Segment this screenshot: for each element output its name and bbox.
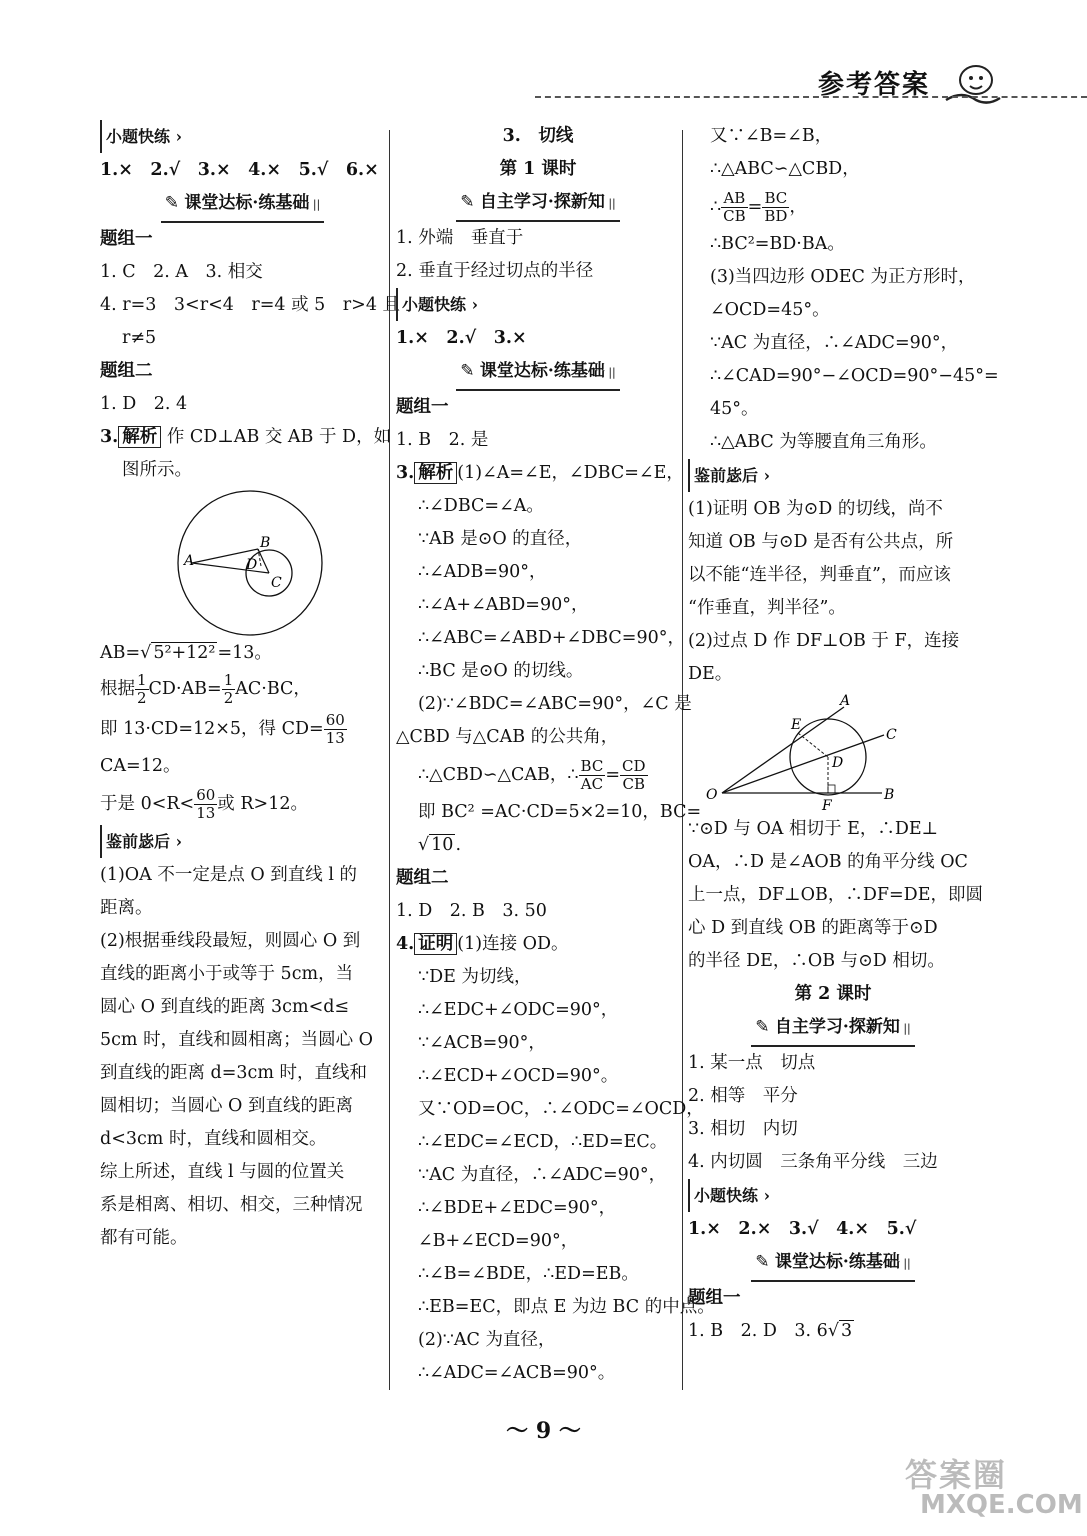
fraction: $\frac{CD}{CB}$ (621, 757, 646, 793)
answer-line: ∴∠ADB=90°， (418, 562, 547, 582)
answer-line: (2)∵AC 为直径， (418, 1330, 556, 1350)
answer-text: ∴△CBD∽△CAB，∴ (418, 765, 579, 785)
answer-line: ∴∠ECD+∠OCD=90°。 (418, 1066, 619, 1086)
answer-text: 或 R>12。 (217, 794, 308, 814)
analysis-label: 解析 (414, 462, 457, 484)
answer-line: 2. 垂直于经过切点的半径 (396, 261, 594, 281)
answer-line: 45°。 (710, 399, 759, 419)
answer-line: 圆心 O 到直线的距离 3cm<d≤ (100, 997, 350, 1017)
section-banner: ✎ 课堂达标·练基础 || (456, 355, 620, 391)
answer-line: (1)证明 OB 为⊙D 的切线，尚不 (688, 499, 943, 519)
answer-line: 1.× 2.× 3.√ 4.× 5.√ (688, 1219, 917, 1239)
answer-line: ∴∠EDC=∠ECD，∴ED=EC。 (418, 1132, 668, 1152)
sqrt-expr: 10 (431, 835, 454, 855)
answer-line: 系是相离、相切、相交，三种情况 (100, 1195, 363, 1215)
answer-line: ∴BC 是⊙O 的切线。 (418, 661, 584, 681)
item-number: 3. (100, 427, 119, 447)
answer-line: ∵∠ACB=90°， (418, 1033, 546, 1053)
group-heading: 题组一 (688, 1288, 741, 1308)
column-divider (389, 130, 390, 1390)
answer-line: ∠OCD=45°。 (710, 300, 830, 320)
answer-line: 4. r=3 3<r<4 r=4 或 5 r>4 且 (100, 295, 401, 315)
answer-text: (1)∠A=∠E，∠DBC=∠E， (457, 463, 684, 483)
answer-line: 又∵OD=OC，∴∠ODC=∠OCD， (418, 1099, 704, 1119)
section-title: 3. 切线 (502, 126, 574, 146)
answer-line: ∴△ABC∽△CBD， (710, 159, 860, 179)
watermark-url: MXQE.COM (920, 1490, 1083, 1520)
item-number: 4. (396, 934, 415, 954)
answer-line: 1. B 2. 是 (396, 430, 489, 450)
label-d: D (246, 557, 258, 573)
mascot-logo-icon (942, 60, 1004, 106)
answer-line: 即 BC² =AC·CD=5×2=10，BC= (418, 802, 702, 822)
answer-line: (2)根据垂线段最短，则圆心 O 到 (100, 931, 361, 951)
section-banner: ✎ 课堂达标·练基础 || (161, 187, 325, 223)
answer-line: 1. 某一点 切点 (688, 1053, 816, 1073)
answer-line: 图所示。 (122, 460, 192, 480)
proof-label: 证明 (414, 933, 457, 955)
item-number: 3. (396, 463, 415, 483)
answer-line: 又∵∠B=∠B， (710, 126, 833, 146)
answer-line: ∴∠ADC=∠ACB=90°。 (418, 1363, 616, 1383)
answer-line: ∵DE 为切线， (418, 967, 532, 987)
fraction: $\frac{1}{2}$ (223, 671, 234, 707)
answer-line: (2)∵∠BDC=∠ABC=90°，∠C 是 (418, 694, 692, 714)
answer-line: ∴∠DBC=∠A。 (418, 496, 544, 516)
answer-line: ∵AC 为直径，∴∠ADC=90°， (710, 333, 959, 353)
answer-line: ∴∠ABC=∠ABD+∠DBC=90°， (418, 628, 685, 648)
answer-text: 1. B 2. D 3. 6 (688, 1321, 828, 1341)
answer-line: ∵AB 是⊙O 的直径， (418, 529, 583, 549)
answer-line: 5cm 时，直线和圆相离；当圆心 O (100, 1030, 374, 1050)
answer-line: 1. D 2. B 3. 50 (396, 901, 547, 921)
answer-line: 2. 相等 平分 (688, 1086, 798, 1106)
fraction: $\frac{BC}{AC}$ (580, 757, 604, 793)
answer-line: ∠B+∠ECD=90°， (418, 1231, 579, 1251)
label-d: D (832, 755, 844, 771)
answer-line: (3)当四边形 ODEC 为正方形时， (710, 267, 976, 287)
answer-line: ∵AC 为直径，∴∠ADC=90°， (418, 1165, 667, 1185)
answer-line: (1)OA 不一定是点 O 到直线 l 的 (100, 865, 358, 885)
answer-text: AB= (100, 643, 141, 663)
answer-line: △CBD 与△CAB 的公共角， (396, 727, 619, 747)
lesson-title: 第 2 课时 (794, 984, 872, 1004)
answer-line: 1.× 2.√ 3.× 4.× 5.√ 6.× (100, 160, 379, 180)
sqrt-expr: 3 (840, 1321, 853, 1341)
answer-line: 到直线的距离 d=3cm 时，直线和 (100, 1063, 368, 1083)
group-heading: 题组二 (100, 361, 153, 381)
label-b: B (884, 787, 895, 803)
answer-text: 于是 0<R< (100, 794, 195, 814)
answer-line: 1. 外端 垂直于 (396, 228, 524, 248)
label-c: C (271, 575, 282, 591)
fraction: $\frac{1}{2}$ (137, 671, 147, 707)
answer-line: d<3cm 时，直线和圆相交。 (100, 1129, 327, 1149)
answer-line: DE。 (688, 664, 733, 684)
answer-text: 根据 (100, 679, 135, 699)
section-tag: 鉴前毖后 › (688, 459, 770, 492)
answer-text: 即 13·CD=12×5，得 CD= (100, 719, 324, 739)
answer-line: 圆相切；当圆心 O 到直线的距离 (100, 1096, 353, 1116)
answer-line: r≠5 (122, 328, 157, 348)
answer-line: ∴∠EDC+∠ODC=90°， (418, 1000, 619, 1020)
section-tag: 小题快练 › (100, 120, 182, 153)
answer-line: 综上所述，直线 l 与圆的位置关 (100, 1162, 345, 1182)
group-heading: 题组一 (396, 397, 449, 417)
answer-line: 距离。 (100, 898, 153, 918)
fraction: $\frac{60}{13}$ (196, 786, 216, 822)
column-3: 又∵∠B=∠B， ∴△ABC∽△CBD， ∴ $\frac{AB}{CB}$ = $\frac{BC}{BD}$ ， ∴BC²=BD·BA。 (3)当四边形 ODEC 为正方形时， ∠OCD=45°。 ∵AC 为直径，∴∠ADC=90°， ∴∠CAD=90°−∠OCD=90°−45°= 45°。 ∴△ABC 为等腰直角三角形。 鉴前毖后 › (1)证明 OB 为⊙D 的切线，尚不 知道 OB 与⊙D 是否有公共点，所 以不能“连半径，判垂直”，而应该 “作垂直，判半径”。 (2)过点 D 作 DF⊥OB 于 F，连接 DE。 A E C D O F B ∵⊙D 与 OA 相切于 E，∴DE⊥ OA，∴D 是∠AOB 的角平分线 OC 上一点，DF⊥OB，∴DF=DE，即圆 心 D 到直线 OB 的距离等于⊙D 的半径 DE，∴OB 与⊙D 相切。 第 2 课时 ✎ 自主学习·探新知 || 1. 某一点 切点 2. 相等 平分 3. 相切 内切 4. 内切圆 三条角平分线 三边 小题快练 › 1.× 2.× 3.√ 4.× 5.√ ✎ 课堂达标·练基础 || 题组一 1. B 2. D 3. 6√ 3 (688, 120, 978, 1348)
answer-line: ∴∠BDE+∠EDC=90°， (418, 1198, 617, 1218)
section-banner: ✎ 自主学习·探新知 || (456, 186, 620, 222)
answer-text: AC·BC， (235, 679, 311, 699)
label-e: E (791, 717, 802, 733)
answer-line: ∴EB=EC，即点 E 为边 BC 的中点。 (418, 1297, 715, 1317)
section-tag: 小题快练 › (396, 288, 478, 321)
column-2: 3. 切线 第 1 课时 ✎ 自主学习·探新知 || 1. 外端 垂直于 2. 垂直于经过切点的半径 小题快练 › 1.× 2.√ 3.× ✎ 课堂达标·练基础 || 题组一 1. B 2. 是 3. 解析 (1)∠A=∠E，∠DBC=∠E， ∴∠DBC=∠A。 ∵AB 是⊙O 的直径， ∴∠ADB=90°， ∴∠A+∠ABD=90°， ∴∠ABC=∠ABD+∠DBC=90°， ∴BC 是⊙O 的切线。 (2)∵∠BDC=∠ABC=90°，∠C 是 △CBD 与△CAB 的公共角， ∴△CBD∽△CAB，∴ $\frac{BC}{AC}$ = $\frac{CD}{CB}$ 即 BC² =AC·CD=5×2=10，BC= √ 10 . 题组二 1. D 2. B 3. 50 4. 证明 (1)连接 OD。 ∵DE 为切线， ∴∠EDC+∠ODC=90°， ∵∠ACB=90°， ∴∠ECD+∠OCD=90°。 又∵OD=OC，∴∠ODC=∠OCD， ∴∠EDC=∠ECD，∴ED=EC。 ∵AC 为直径，∴∠ADC=90°， ∴∠BDE+∠EDC=90°， ∠B+∠ECD=90°， ∴∠B=∠BDE，∴ED=EB。 ∴EB=EC，即点 E 为边 BC 的中点。 (2)∵AC 为直径， ∴∠ADC=∠ACB=90°。 (396, 120, 680, 1390)
answer-line: 1.× 2.√ 3.× (396, 328, 527, 348)
page-number: 〜 9 〜 (506, 1418, 581, 1444)
sqrt-expr: 5²+12² (153, 643, 216, 663)
label-o: O (706, 787, 718, 803)
answer-text: (1)连接 OD。 (457, 934, 569, 954)
answer-line: ∵⊙D 与 OA 相切于 E，∴DE⊥ (688, 819, 939, 839)
section-tag: 小题快练 › (688, 1179, 770, 1212)
answer-line: 都有可能。 (100, 1228, 188, 1248)
answer-text: CD·AB= (148, 679, 222, 699)
group-heading: 题组二 (396, 868, 449, 888)
group-heading: 题组一 (100, 229, 153, 249)
header-title: 参考答案 (818, 70, 931, 100)
answer-line: 1. D 2. 4 (100, 394, 188, 414)
header-divider (535, 96, 1087, 98)
label-a: A (184, 553, 195, 569)
answer-line: 心 D 到直线 OB 的距离等于⊙D (688, 918, 938, 938)
answer-line: OA，∴D 是∠AOB 的角平分线 OC (688, 852, 968, 872)
label-c: C (886, 727, 897, 743)
column-1: 小题快练 › 1.× 2.√ 3.× 4.× 5.√ 6.× ✎ 课堂达标·练基础 || 题组一 1. C 2. A 3. 相交 4. r=3 3<r<4 r=4 或 5 r>4 且 r≠5 题组二 1. D 2. 4 3. 解析 作 CD⊥AB 交 AB 于 D，如 图所示。 A B D C AB=√ 5²+12² =13。 根据 $\frac{1}{2}$ CD·AB= $\frac{1}{2}$ AC·BC， 即 13·CD=12×5，得 CD= $\frac{60}{13}$ CA=12。 于是 0<R< $\frac{60}{13}$ 或 R>12。 鉴前毖后 › (1)OA 不一定是点 O 到直线 l 的 距离。 (2)根据垂线段最短，则圆心 O 到 直线的距离小于或等于 5cm，当 圆心 O 到直线的距离 3cm<d≤ 5cm 时，直线和圆相离；当圆心 O 到直线的距离 d=3cm 时，直线和 圆相切；当圆心 O 到直线的距离 d<3cm 时，直线和圆相交。 综上所述，直线 l 与圆的位置关 系是相离、相切、相交，三种情况 都有可能。 (100, 120, 385, 1255)
fraction: $\frac{AB}{CB}$ (723, 189, 746, 225)
section-banner: ✎ 课堂达标·练基础 || (751, 1246, 915, 1282)
section-tag: 鉴前毖后 › (100, 825, 182, 858)
fraction: $\frac{60}{13}$ (325, 711, 345, 747)
answer-line: ∴∠B=∠BDE，∴ED=EB。 (418, 1264, 639, 1284)
answer-line: 4. 内切圆 三条角平分线 三边 (688, 1152, 938, 1172)
answer-line: 以不能“连半径，判垂直”，而应该 (688, 565, 951, 585)
answer-line: 知道 OB 与⊙D 是否有公共点，所 (688, 532, 954, 552)
answer-line: 上一点，DF⊥OB，∴DF=DE，即圆 (688, 885, 983, 905)
answer-line: 的半径 DE，∴OB 与⊙D 相切。 (688, 951, 945, 971)
answer-line: ∴△ABC 为等腰直角三角形。 (710, 432, 937, 452)
lesson-title: 第 1 课时 (499, 159, 577, 179)
answer-text: 作 CD⊥AB 交 AB 于 D，如 (166, 427, 392, 447)
watermark: 答案圈 (905, 1456, 1008, 1494)
fraction: $\frac{BC}{BD}$ (764, 189, 788, 225)
answer-line: “作垂直，判半径”。 (688, 598, 846, 618)
answer-line: ∴∠CAD=90°−∠OCD=90°−45°= (710, 366, 999, 386)
section-banner: ✎ 自主学习·探新知 || (751, 1011, 915, 1047)
answer-line: 3. 相切 内切 (688, 1119, 798, 1139)
answer-line: ∴∠A+∠ABD=90°， (418, 595, 589, 615)
answer-line: (2)过点 D 作 DF⊥OB 于 F，连接 (688, 631, 960, 651)
answer-line: 直线的距离小于或等于 5cm，当 (100, 964, 354, 984)
analysis-label: 解析 (118, 426, 161, 448)
tangent-figure (688, 691, 978, 813)
column-divider (682, 130, 683, 1390)
circle-figure-1 (100, 487, 385, 637)
answer-text: =13。 (217, 643, 272, 663)
answer-line: ∴BC²=BD·BA。 (710, 234, 845, 254)
label-f: F (822, 798, 832, 813)
answer-line: 1. C 2. A 3. 相交 (100, 262, 263, 282)
label-b: B (260, 535, 271, 551)
answer-line: CA=12。 (100, 756, 181, 776)
label-a: A (840, 693, 851, 709)
